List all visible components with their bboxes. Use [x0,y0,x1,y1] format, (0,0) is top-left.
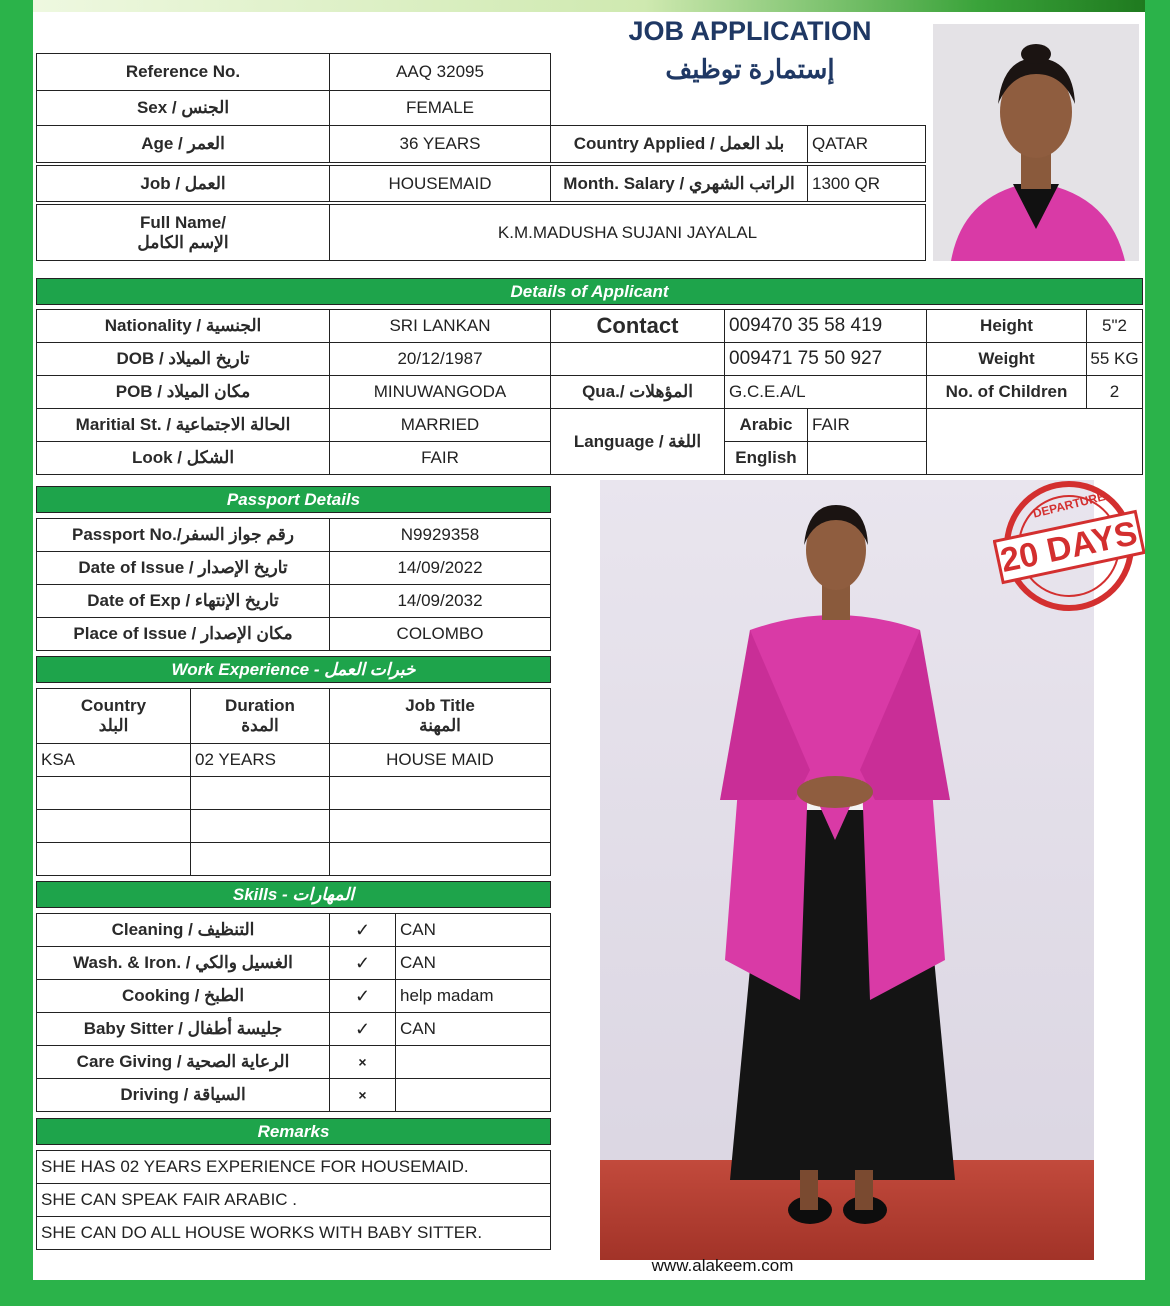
work-row-duration [190,809,330,843]
passport-exp-label: Date of Exp / تاريخ الإنتهاء [36,584,330,618]
work-row-duration [190,776,330,810]
work-col-duration-ar: المدة [241,716,279,735]
passport-bar: Passport Details [36,486,551,513]
work-col-duration-en: Duration [225,696,295,716]
fullname-label-ar: الإسم الكامل [137,232,229,252]
english-value [807,441,927,475]
contact-spacer [550,342,725,376]
children-label: No. of Children [926,375,1087,409]
skill-value: CAN [395,946,551,980]
work-col-job [329,688,551,744]
height-label: Height [926,309,1087,343]
sex-value: FEMALE [329,90,551,126]
contact-phone-2: 009471 75 50 927 [724,342,927,376]
departure-stamp [993,476,1145,616]
skill-value [395,1045,551,1079]
age-label: Age / العمر [36,125,330,163]
work-row-duration: 02 YEARS [190,743,330,777]
age-value: 36 YEARS [329,125,551,163]
skills-bar: Skills - المهارات [36,881,551,908]
sex-label: Sex / الجنس [36,90,330,126]
skill-value: CAN [395,1012,551,1046]
country-applied-label: Country Applied / بلد العمل [550,125,808,163]
dob-label: DOB / تاريخ الميلاد [36,342,330,376]
pob-value: MINUWANGODA [329,375,551,409]
check-icon: ✓ [329,913,396,947]
work-col-job-en: Job Title [405,696,475,716]
work-row-job [329,809,551,843]
passport-place-label: Place of Issue / مكان الإصدار [36,617,330,651]
marital-value: MARRIED [329,408,551,442]
work-row-job [329,776,551,810]
check-icon: ✓ [329,979,396,1013]
passport-issue-label: Date of Issue / تاريخ الإصدار [36,551,330,585]
remarks-bar: Remarks [36,1118,551,1145]
salary-label: Month. Salary / الراتب الشهري [550,165,808,202]
fullname-label [36,204,330,261]
passport-issue-value: 14/09/2022 [329,551,551,585]
reference-value: AAQ 32095 [329,53,551,91]
passport-place-value: COLOMBO [329,617,551,651]
qualification-label: Qua./ المؤهلات [550,375,725,409]
work-row-duration [190,842,330,876]
weight-label: Weight [926,342,1087,376]
skill-label: Driving / السياقة [36,1078,330,1112]
work-row-country [36,776,191,810]
skill-label: Baby Sitter / جليسة أطفال [36,1012,330,1046]
salary-value: 1300 QR [807,165,926,202]
height-value: 5"2 [1086,309,1143,343]
look-label: Look / الشكل [36,441,330,475]
skill-label: Cleaning / التنظيف [36,913,330,947]
children-value: 2 [1086,375,1143,409]
work-col-country [36,688,191,744]
contact-phone-1: 009470 35 58 419 [724,309,927,343]
dob-value: 20/12/1987 [329,342,551,376]
cross-icon: × [329,1045,396,1079]
remark-line: SHE CAN SPEAK FAIR ARABIC . [36,1183,551,1217]
applicant-portrait-photo [933,24,1139,261]
work-col-job-ar: المهنة [419,716,461,735]
arabic-label: Arabic [724,408,808,442]
skill-label: Wash. & Iron. / الغسيل والكي [36,946,330,980]
work-row-job [329,842,551,876]
skill-label: Cooking / الطبخ [36,979,330,1013]
stamp-main-text: 20 DAYS [997,514,1141,581]
work-row-country [36,809,191,843]
work-col-country-en: Country [80,696,147,716]
qualification-value: G.C.E.A/L [724,375,927,409]
nationality-label: Nationality / الجنسية [36,309,330,343]
details-empty-cell [926,408,1143,475]
work-row-country: KSA [36,743,191,777]
fullname-value: K.M.MADUSHA SUJANI JAYALAL [329,204,926,261]
skill-label: Care Giving / الرعاية الصحية [36,1045,330,1079]
remark-line: SHE CAN DO ALL HOUSE WORKS WITH BABY SITTER. [36,1216,551,1250]
remark-line: SHE HAS 02 YEARS EXPERIENCE FOR HOUSEMAID. [36,1150,551,1184]
work-experience-bar: Work Experience - خبرات العمل [36,656,551,683]
skill-value: CAN [395,913,551,947]
work-row-job: HOUSE MAID [329,743,551,777]
language-label: Language / اللغة [550,408,725,475]
details-bar: Details of Applicant [36,278,1143,305]
skill-value [395,1078,551,1112]
arabic-value: FAIR [807,408,927,442]
weight-value: 55 KG [1086,342,1143,376]
english-label: English [724,441,808,475]
contact-label: Contact [550,309,725,343]
skill-value: help madam [395,979,551,1013]
top-strip [33,0,1145,12]
work-col-country-ar: البلد [98,716,129,735]
stamp-top-text: DEPARTURE [1031,489,1107,521]
passport-no-label: Passport No./رقم جواز السفر [36,518,330,552]
work-row-country [36,842,191,876]
job-value: HOUSEMAID [329,165,551,202]
cross-icon: × [329,1078,396,1112]
website-footer[interactable]: www.alakeem.com [651,1256,794,1275]
job-label: Job / العمل [36,165,330,202]
check-icon: ✓ [329,1012,396,1046]
passport-no-value: N9929358 [329,518,551,552]
page-title-arabic: إستمارة توظيف [665,54,835,84]
marital-label: Maritial St. / الحالة الاجتماعية [36,408,330,442]
look-value: FAIR [329,441,551,475]
pob-label: POB / مكان الميلاد [36,375,330,409]
page-title: JOB APPLICATION [628,16,872,46]
fullname-label-en: Full Name/ [140,212,226,232]
work-col-duration [190,688,330,744]
country-applied-value: QATAR [807,125,926,163]
nationality-value: SRI LANKAN [329,309,551,343]
passport-exp-value: 14/09/2032 [329,584,551,618]
reference-label: Reference No. [36,53,330,91]
check-icon: ✓ [329,946,396,980]
